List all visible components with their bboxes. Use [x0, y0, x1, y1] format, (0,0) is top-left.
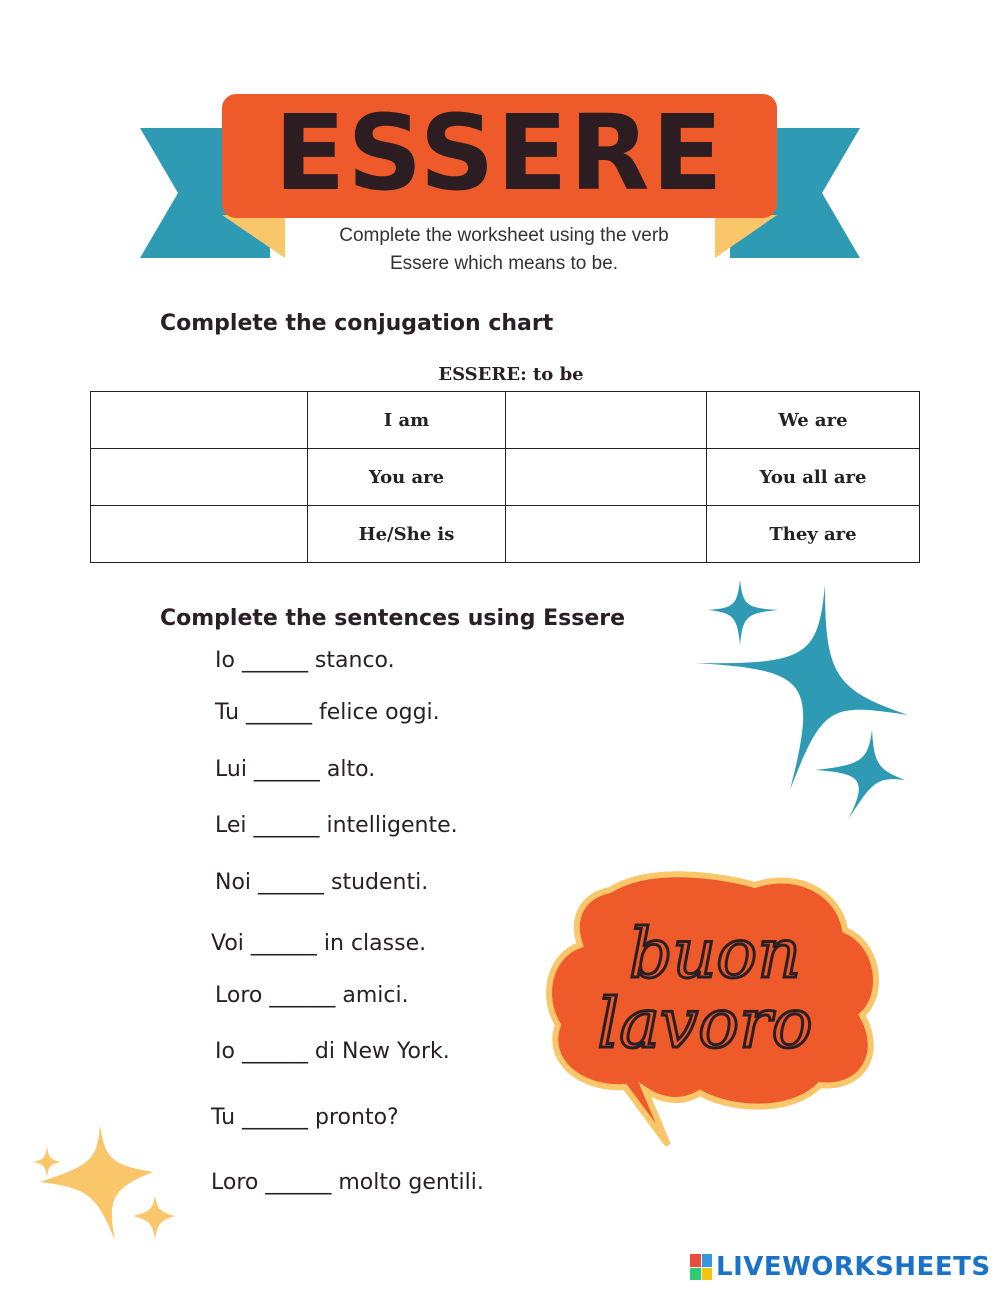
- conjugation-table: [90, 391, 920, 563]
- sentence-item[interactable]: Tu ______ pronto?: [211, 1105, 399, 1130]
- sparkle-yellow-small-left: [33, 1145, 61, 1178]
- sticker-line1: buon: [628, 915, 802, 994]
- answer-cell[interactable]: [91, 449, 308, 506]
- answer-cell[interactable]: [91, 506, 308, 563]
- pronoun-cell: He/She is: [308, 506, 506, 563]
- answer-cell[interactable]: [506, 449, 707, 506]
- buon-lavoro-sticker: [540, 865, 885, 1155]
- sparkle-small-bottom: [815, 730, 905, 820]
- answer-input[interactable]: [98, 457, 301, 497]
- worksheet-instructions: [290, 222, 718, 278]
- sentence-item[interactable]: Voi ______ in classe.: [211, 931, 427, 956]
- answer-input[interactable]: [512, 400, 700, 440]
- liveworksheets-watermark: [690, 1252, 991, 1282]
- sparkles-teal-icon: [690, 575, 915, 825]
- pronoun-cell: I am: [308, 392, 506, 449]
- sentence-item[interactable]: Lui ______ alto.: [215, 757, 376, 782]
- sentence-item[interactable]: Noi ______ studenti.: [215, 870, 429, 895]
- answer-input[interactable]: [98, 400, 301, 440]
- conjugation-heading: Complete the conjugation chart: [160, 311, 554, 336]
- sentences-heading: Complete the sentences using Essere: [160, 606, 626, 631]
- sparkles-yellow-icon: [25, 1120, 175, 1245]
- answer-input[interactable]: [512, 514, 700, 554]
- worksheet-title: ESSERE: [274, 92, 725, 214]
- instructions-line-2: Essere which means to be.: [389, 253, 619, 274]
- answer-cell[interactable]: [506, 506, 707, 563]
- answer-input[interactable]: [512, 457, 700, 497]
- sparkle-yellow-large: [40, 1125, 153, 1240]
- table-row: [91, 449, 920, 506]
- liveworksheets-logo-icon: [690, 1254, 712, 1280]
- sentence-item[interactable]: Loro ______ molto gentili.: [211, 1170, 484, 1195]
- table-row: [91, 392, 920, 449]
- sentence-item[interactable]: Loro ______ amici.: [215, 983, 409, 1008]
- answer-input[interactable]: [98, 514, 301, 554]
- sparkle-small-top: [708, 580, 778, 645]
- pronoun-cell: We are: [707, 392, 920, 449]
- sentence-item[interactable]: Tu ______ felice oggi.: [215, 700, 440, 725]
- sentence-item[interactable]: Io ______ di New York.: [215, 1039, 450, 1064]
- sticker-line2: lavoro: [597, 985, 813, 1064]
- watermark-text: LIVEWORKSHEETS: [716, 1252, 991, 1282]
- answer-cell[interactable]: [91, 392, 308, 449]
- sparkle-yellow-small-right: [133, 1195, 175, 1240]
- instructions-line-1: Complete the worksheet using the verb: [339, 225, 669, 246]
- answer-cell[interactable]: [506, 392, 707, 449]
- sentence-item[interactable]: Io ______ stanco.: [215, 648, 395, 673]
- pronoun-cell: They are: [707, 506, 920, 563]
- sentence-item[interactable]: Lei ______ intelligente.: [215, 813, 458, 838]
- table-row: [91, 506, 920, 563]
- pronoun-cell: You are: [308, 449, 506, 506]
- pronoun-cell: You all are: [707, 449, 920, 506]
- chart-caption: ESSERE: to be: [438, 364, 584, 385]
